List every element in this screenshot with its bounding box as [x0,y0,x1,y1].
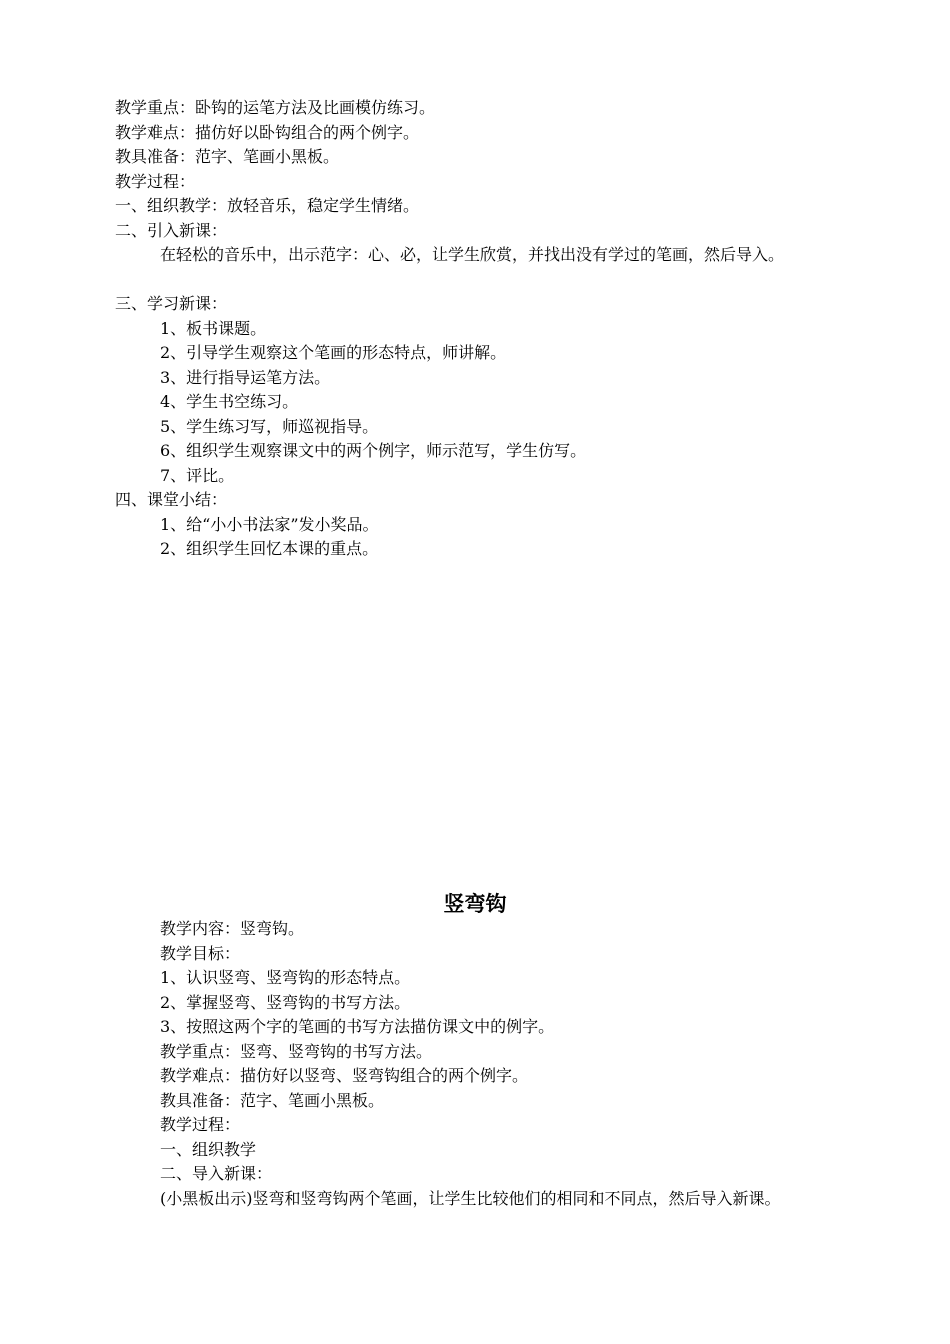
step3-item: 1、板书课题。 [160,318,267,338]
goal-item: 3、按照这两个字的笔画的书写方法描仿课文中的例字。 [160,1017,555,1036]
section-title: 竖弯钩 [443,892,507,916]
step2-text-2: (小黑板出示)竖弯和竖弯钩两个笔画，让学生比较他们的相同和不同点，然后导入新课。 [160,1188,781,1208]
step3-item: 7、评比。 [160,465,235,485]
goal-item: 2、掌握竖弯、竖弯钩的书写方法。 [160,992,411,1012]
content-2: 教学内容：竖弯钩。 [160,919,305,938]
step3-heading-1: 三、学习新课： [115,294,228,313]
step2-heading-2: 二、导入新课： [160,1164,273,1183]
key-point-2: 教学重点：竖弯、竖弯钩的书写方法。 [160,1041,433,1061]
goals-heading-2: 教学目标： [160,943,241,963]
materials-1: 教具准备：范字、笔画小黑板。 [115,147,340,166]
key-point-1: 教学重点：卧钩的运笔方法及比画模仿练习。 [115,98,436,117]
process-heading-1: 教学过程： [115,171,196,191]
step3-item: 4、学生书空练习。 [160,392,299,411]
step1-1: 一、组织教学：放轻音乐，稳定学生情绪。 [115,196,420,215]
step3-item: 5、学生练习写，师巡视指导。 [160,416,379,436]
process-heading-2: 教学过程： [160,1115,241,1134]
step3-item: 2、引导学生观察这个笔画的形态特点，师讲解。 [160,343,507,362]
materials-2: 教具准备：范字、笔画小黑板。 [160,1090,385,1110]
step3-item: 6、组织学生观察课文中的两个例字，师示范写，学生仿写。 [160,441,587,460]
step2-text-1: 在轻松的音乐中，出示范字：心、必，让学生欣赏，并找出没有学过的笔画，然后导入。 [160,245,785,264]
step4-item: 2、组织学生回忆本课的重点。 [160,539,379,558]
difficulty-2: 教学难点：描仿好以竖弯、竖弯钩组合的两个例字。 [160,1066,529,1085]
goal-item: 1、认识竖弯、竖弯钩的形态特点。 [160,968,411,987]
step4-item: 1、给“小小书法家”发小奖品。 [160,514,379,534]
difficulty-1: 教学难点：描仿好以卧钩组合的两个例字。 [115,122,420,142]
step4-heading-1: 四、课堂小结： [115,490,228,509]
step1-2: 一、组织教学 [160,1139,257,1159]
step2-heading-1: 二、引入新课： [115,220,228,240]
step3-item: 3、进行指导运笔方法。 [160,367,331,387]
